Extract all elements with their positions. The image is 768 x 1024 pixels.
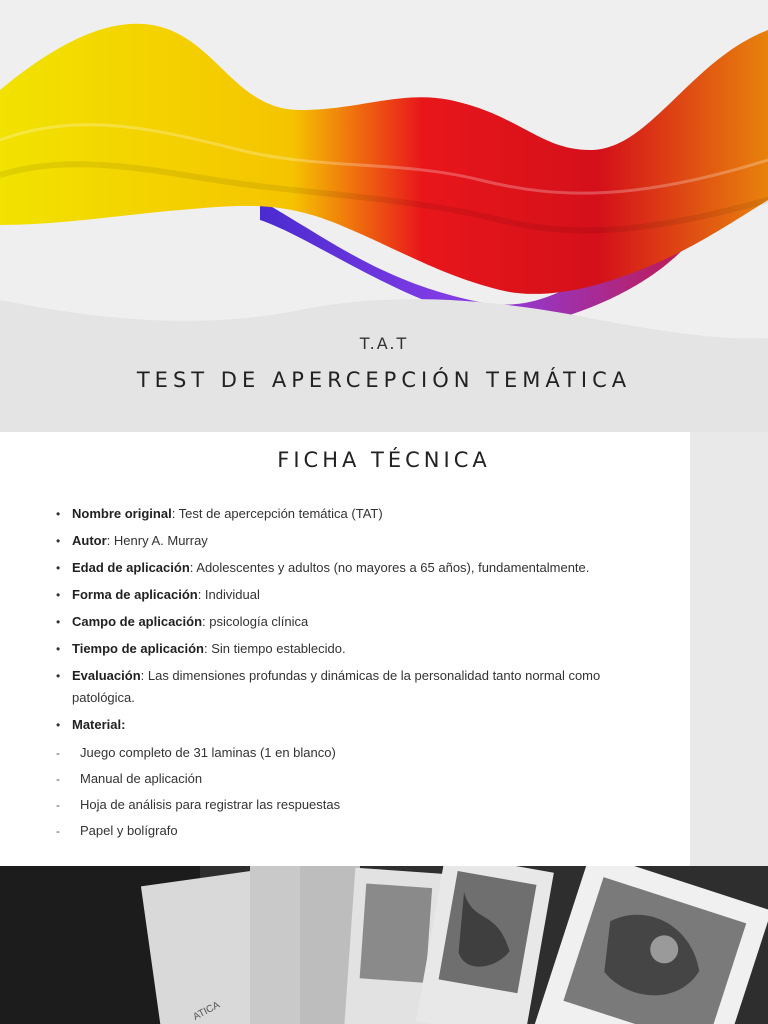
field-item	[56, 638, 656, 660]
field-value: : psicología clínica	[202, 614, 309, 629]
field-label: Material:	[72, 717, 126, 732]
field-item	[56, 714, 656, 736]
field-item	[56, 557, 656, 579]
materials-list	[56, 742, 656, 846]
field-value: : Sin tiempo establecido.	[203, 641, 346, 656]
field-label: Edad de aplicación	[72, 560, 190, 575]
field-value: : Individual	[197, 587, 260, 602]
field-value: : Las dimensiones profundas y dinámicas de la personalidad tanto normal como patológica.	[72, 668, 601, 705]
field-list	[56, 503, 656, 741]
field-label: Forma de aplicación	[72, 587, 198, 602]
material-item: - Hoja de análisis para registrar las respuestas	[56, 794, 656, 816]
cards-photo	[0, 866, 768, 1024]
field-item	[56, 503, 656, 525]
field-label: Nombre original	[72, 506, 172, 521]
card-title: FICHA TÉCNICA	[277, 448, 491, 472]
field-value: : Adolescentes y adultos (no mayores a 65 años), fundamentalmente.	[189, 560, 590, 575]
field-label: Evaluación	[72, 668, 141, 683]
subtitle: T.A.T	[359, 334, 409, 353]
material-item: - Manual de aplicación	[56, 768, 656, 790]
field-value: : Henry A. Murray	[106, 533, 208, 548]
field-item	[56, 584, 656, 606]
field-label: Campo de aplicación	[72, 614, 203, 629]
field-item	[56, 665, 656, 709]
page-title: TEST DE APERCEPCIÓN TEMÁTICA	[136, 368, 632, 392]
field-item	[56, 611, 656, 633]
field-item	[56, 530, 656, 552]
tat-cards-image	[0, 866, 768, 1024]
field-label: Autor	[72, 533, 107, 548]
field-label: Tiempo de aplicación	[72, 641, 204, 656]
card-label: ATICA	[191, 999, 222, 1023]
material-item: - Juego completo de 31 laminas (1 en blanco)	[56, 742, 656, 764]
material-item: - Papel y bolígrafo	[56, 820, 656, 842]
field-value: : Test de apercepción temática (TAT)	[171, 506, 383, 521]
